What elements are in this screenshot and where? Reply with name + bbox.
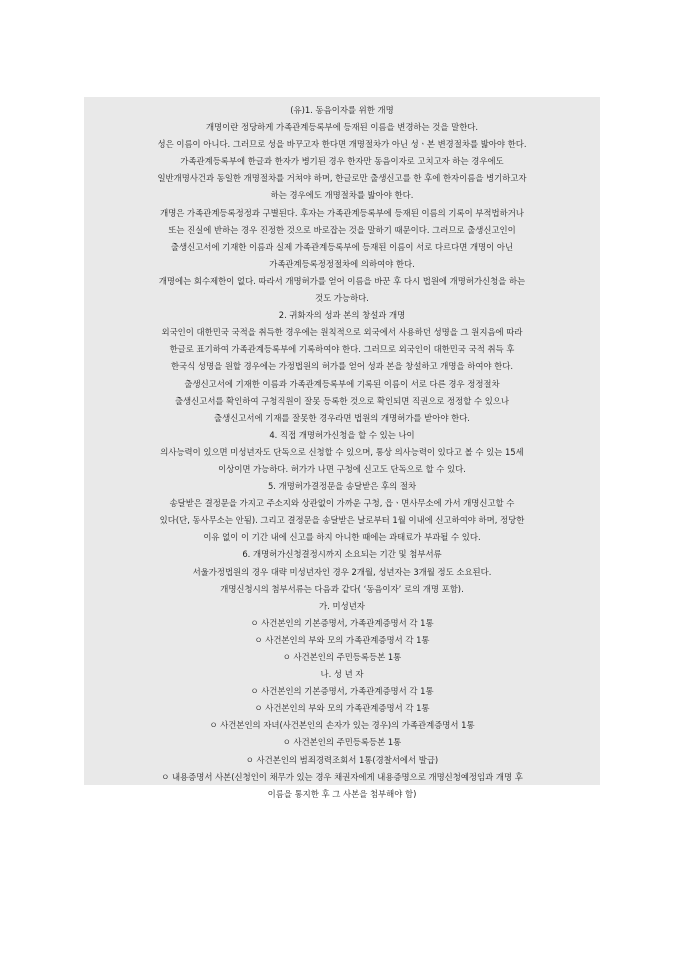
text-line: 가족관계등록부에 한글과 한자가 병기된 경우 한자만 동음이자로 고치고자 하는 경우에도 [180, 156, 504, 167]
text-line: 개명에는 회수제한이 없다. 따라서 개명허가를 얻어 이름을 바꾼 후 다시 법원에 개명허가신청을 하는 [158, 275, 526, 286]
document-text-block [84, 97, 600, 799]
text-line: 있다(단, 동사무소는 안됨). 그리고 결정문을 송달받은 날로부터 1월 이내에 신고하여야 하며, 정당한 [159, 515, 525, 526]
text-line: 한글로 표기하여 가족관계등록부에 기록하여야 한다. 그러므로 외국인이 대한민국 국적 취득 후 [169, 344, 515, 355]
text-line: ㅇ 사건본인의 기본증명서, 가족관계증명서 각 1통 [250, 686, 434, 697]
text-line: 가. 미성년자 [319, 600, 365, 611]
text-line: 2. 귀화자의 성과 본의 창설과 개명 [278, 310, 406, 321]
text-line: 나. 성 년 자 [320, 669, 364, 680]
text-line: ㅇ 사건본인의 범죄경력조회서 1통(경찰서에서 발급) [245, 754, 439, 765]
text-line: 의사능력이 있으면 미성년자도 단독으로 신청할 수 있으며, 통상 의사능력이 있다고 볼 수 있는 15세 [160, 446, 524, 457]
text-line: ㅇ 사건본인의 주민등록등본 1통 [282, 652, 402, 662]
text-line: ㅇ 내용증명서 사본(신청인이 채무가 있는 경우 채권자에게 내용증명으로 개명신청예정임과 개명 후 [161, 771, 523, 782]
text-line: 서울가정법원의 경우 대략 미성년자인 경우 2개월, 성년자는 3개월 정도 소요된다. [192, 566, 492, 577]
text-line: 일반개명사건과 동일한 개명절차를 거쳐야 하며, 한글로만 출생신고를 한 후에 한자이름을 병기하고자 [157, 173, 527, 184]
text-line: 이상이면 가능하다. 허가가 나면 구청에 신고도 단독으로 할 수 있다. [218, 463, 466, 474]
text-line: 성은 이름이 아니다. 그러므로 성을 바꾸고자 한다면 개명절차가 아닌 성ㆍ본 변경절차를 밟아야 한다. [157, 139, 527, 150]
text-line: 외국인이 대한민국 국적을 취득한 경우에는 원칙적으로 외국에서 사용하던 성명을 그 원지음에 따라 [161, 327, 523, 338]
text-line: 개명은 가족관계등록정정과 구별된다. 후자는 가족관계등록부에 등재된 이름의 기록이 부적법하거나 [160, 207, 524, 218]
text-line: 이름을 통지한 후 그 사본을 첨부해야 함) [267, 788, 417, 799]
text-line: 또는 진실에 반하는 경우 진정한 것으로 바로잡는 것을 말하기 때문이다. 그러므로 출생신고인이 [168, 224, 516, 235]
text-line: ㅇ 사건본인의 부와 모의 가족관계증명서 각 1통 [254, 634, 430, 645]
text-line: 출생신고서에 기재한 이름과 실제 가족관계등록부에 등재된 이름이 서로 다르다면 개명이 아닌 [170, 241, 514, 252]
text-line: 이유 없이 이 기간 내에 신고를 하지 아니한 때에는 과태료가 부과될 수 있다. [203, 532, 481, 543]
text-line: 한국식 성명을 원할 경우에는 가정법원의 허가를 얻어 성과 본을 창설하고 개명을 하여야 한다. [170, 361, 514, 372]
text-line: ㅇ 사건본인의 부와 모의 가족관계증명서 각 1통 [254, 703, 430, 714]
text-line: 출생신고서에 기재를 잘못한 경우라면 법원의 개명허가를 받아야 한다. [214, 412, 470, 423]
text-line: 출생신고서에 기재한 이름과 가족관계등록부에 기록된 이름이 서로 다른 경우 정정절차 [184, 378, 500, 389]
text-line: ㅇ 사건본인의 주민등록등본 1통 [282, 737, 402, 748]
text-line: 개명신청시의 첨부서류는 다음과 같다( ‘동음이자’ 로의 개명 포함). [220, 583, 464, 594]
text-line: 5. 개명허가결정문을 송달받은 후의 절차 [267, 481, 417, 492]
text-line: 하는 경우에도 개명절차를 밟아야 한다. [270, 190, 414, 201]
text-line: 4. 직접 개명허가신청을 할 수 있는 나이 [269, 429, 415, 440]
text-line: ㅇ 사건본인의 자녀(사건본인의 손자가 있는 경우)의 가족관계증명서 1통 [209, 720, 475, 731]
text-line: 것도 가능하다. [315, 293, 369, 304]
text-line: 개명이란 정당하게 가족관계등록부에 등재된 이름을 변경하는 것을 말한다. [205, 122, 479, 133]
text-line: 6. 개명허가신청결정시까지 소요되는 기간 및 첨부서류 [242, 549, 442, 560]
text-line: 출생신고서를 확인하여 구청직원이 잘못 등록한 것으로 확인되면 직권으로 정정할 수 있으나 [174, 395, 510, 406]
text-line: 가족관계등록정정절차에 의하여야 한다. [269, 258, 415, 269]
text-line: ㅇ 사건본인의 기본증명서, 가족관계증명서 각 1통 [250, 617, 434, 628]
text-line: 송달받은 결정문을 가지고 주소지와 상관없이 가까운 구청, 읍ㆍ면사무소에 가서 개명신고할 수 [169, 498, 515, 509]
text-line: (유)1. 동음이자를 위한 개명 [290, 105, 394, 115]
